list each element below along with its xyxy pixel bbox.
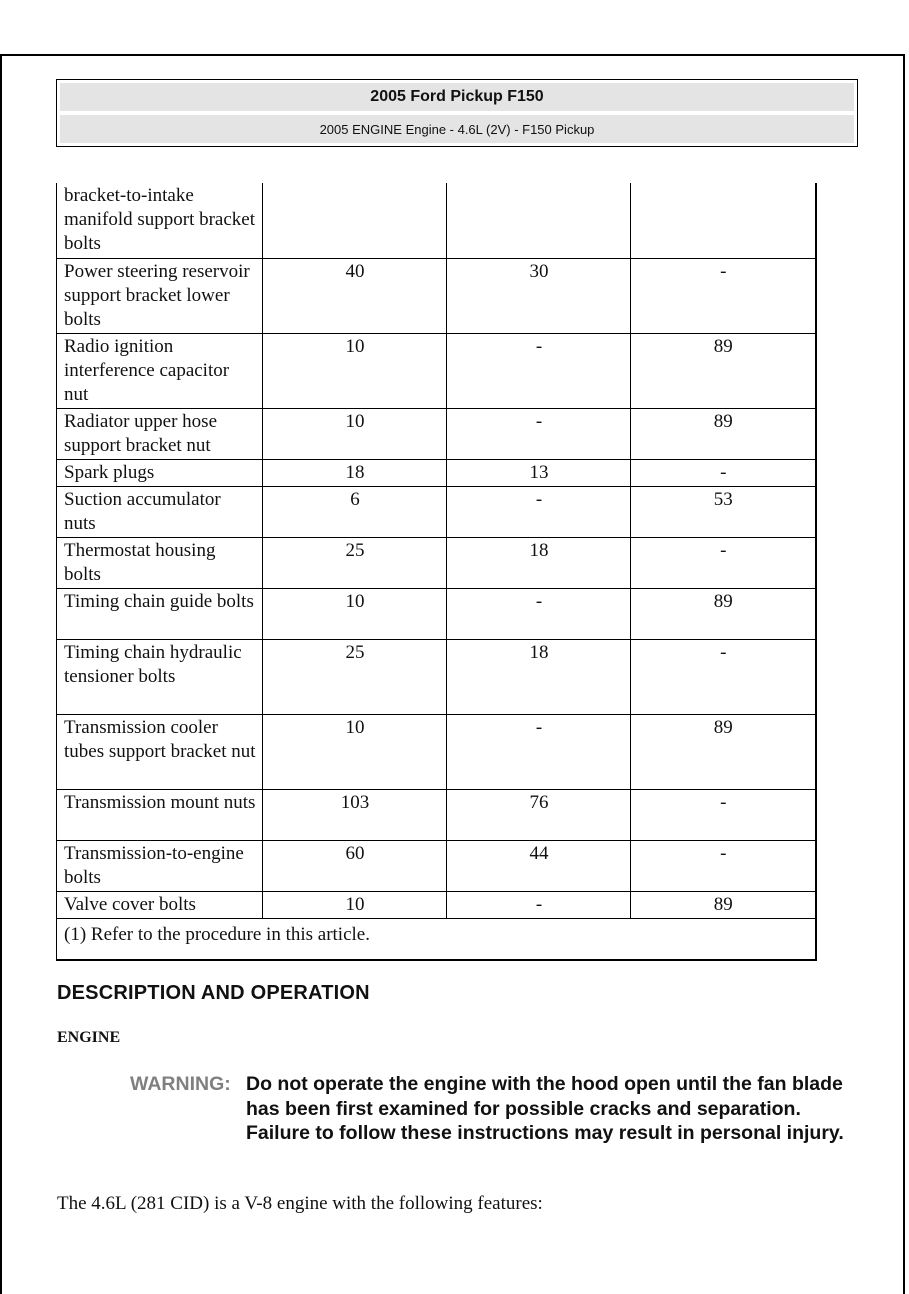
- spec-lbin: 89: [631, 714, 816, 789]
- table-footnote-row: [57, 918, 816, 960]
- spec-lbin: -: [631, 537, 816, 588]
- spec-description: Radio ignition interference capacitor nut: [57, 333, 263, 408]
- torque-spec-table: [56, 183, 817, 961]
- spec-nm: 10: [263, 333, 447, 408]
- spec-lbin: 89: [631, 408, 816, 459]
- spec-lbft: [447, 183, 631, 258]
- spec-lbft: -: [447, 408, 631, 459]
- spec-description: Transmission cooler tubes support bracket nut: [57, 714, 263, 789]
- table-row: [57, 258, 816, 333]
- sub-heading: ENGINE: [57, 1029, 121, 1046]
- document-title: 2005 Ford Pickup F150: [60, 83, 854, 111]
- table-row: [57, 840, 816, 891]
- warning-text: Do not operate the engine with the hood open until the fan blade has been first examined for possible cracks and separation. Failure to follow these instructions may result in personal injury.: [246, 1073, 844, 1144]
- spec-nm: [263, 183, 447, 258]
- spec-nm: 40: [263, 258, 447, 333]
- spec-description: Suction accumulator nuts: [57, 486, 263, 537]
- spec-lbft: -: [447, 891, 631, 918]
- spec-lbft: 13: [447, 459, 631, 486]
- spec-lbft: -: [447, 333, 631, 408]
- table-row: [57, 537, 816, 588]
- spec-lbft: 18: [447, 537, 631, 588]
- spec-description: Timing chain guide bolts: [57, 588, 263, 639]
- spec-description: Radiator upper hose support bracket nut: [57, 408, 263, 459]
- spec-lbin: -: [631, 789, 816, 840]
- spec-lbft: -: [447, 588, 631, 639]
- warning-label: WARNING:: [130, 1073, 231, 1095]
- spec-lbft: 30: [447, 258, 631, 333]
- spec-description: Thermostat housing bolts: [57, 537, 263, 588]
- table-row: [57, 183, 816, 258]
- spec-lbin: 53: [631, 486, 816, 537]
- table-row: [57, 639, 816, 714]
- spec-nm: 60: [263, 840, 447, 891]
- section-heading: DESCRIPTION AND OPERATION: [57, 982, 370, 1004]
- spec-nm: 18: [263, 459, 447, 486]
- spec-lbin: -: [631, 840, 816, 891]
- spec-description: Spark plugs: [57, 459, 263, 486]
- spec-nm: 25: [263, 639, 447, 714]
- body-paragraph: The 4.6L (281 CID) is a V-8 engine with the following features:: [57, 1193, 543, 1214]
- spec-lbft: 44: [447, 840, 631, 891]
- spec-lbin: 89: [631, 333, 816, 408]
- spec-description: Valve cover bolts: [57, 891, 263, 918]
- spec-lbft: 18: [447, 639, 631, 714]
- spec-description: Transmission-to-engine bolts: [57, 840, 263, 891]
- spec-lbin: -: [631, 639, 816, 714]
- table-row: [57, 789, 816, 840]
- spec-description: Timing chain hydraulic tensioner bolts: [57, 639, 263, 714]
- table-footnote: (1) Refer to the procedure in this article.: [57, 918, 816, 960]
- warning-block: [130, 1072, 860, 1146]
- table-row: [57, 459, 816, 486]
- spec-lbin: -: [631, 258, 816, 333]
- spec-description: Transmission mount nuts: [57, 789, 263, 840]
- table-row: [57, 333, 816, 408]
- document-header: [56, 79, 858, 147]
- spec-nm: 103: [263, 789, 447, 840]
- spec-nm: 10: [263, 891, 447, 918]
- spec-lbin: [631, 183, 816, 258]
- table-row: [57, 408, 816, 459]
- document-subtitle: 2005 ENGINE Engine - 4.6L (2V) - F150 Pickup: [60, 115, 854, 143]
- spec-nm: 10: [263, 588, 447, 639]
- spec-nm: 25: [263, 537, 447, 588]
- table-row: [57, 891, 816, 918]
- table-row: [57, 486, 816, 537]
- spec-lbft: -: [447, 714, 631, 789]
- spec-lbin: -: [631, 459, 816, 486]
- table-row: [57, 714, 816, 789]
- spec-nm: 10: [263, 714, 447, 789]
- table-row: [57, 588, 816, 639]
- spec-description: Power steering reservoir support bracket lower bolts: [57, 258, 263, 333]
- spec-lbin: 89: [631, 588, 816, 639]
- spec-lbft: -: [447, 486, 631, 537]
- spec-lbft: 76: [447, 789, 631, 840]
- spec-nm: 10: [263, 408, 447, 459]
- spec-description: bracket-to-intake manifold support bracket bolts: [57, 183, 263, 258]
- spec-lbin: 89: [631, 891, 816, 918]
- spec-nm: 6: [263, 486, 447, 537]
